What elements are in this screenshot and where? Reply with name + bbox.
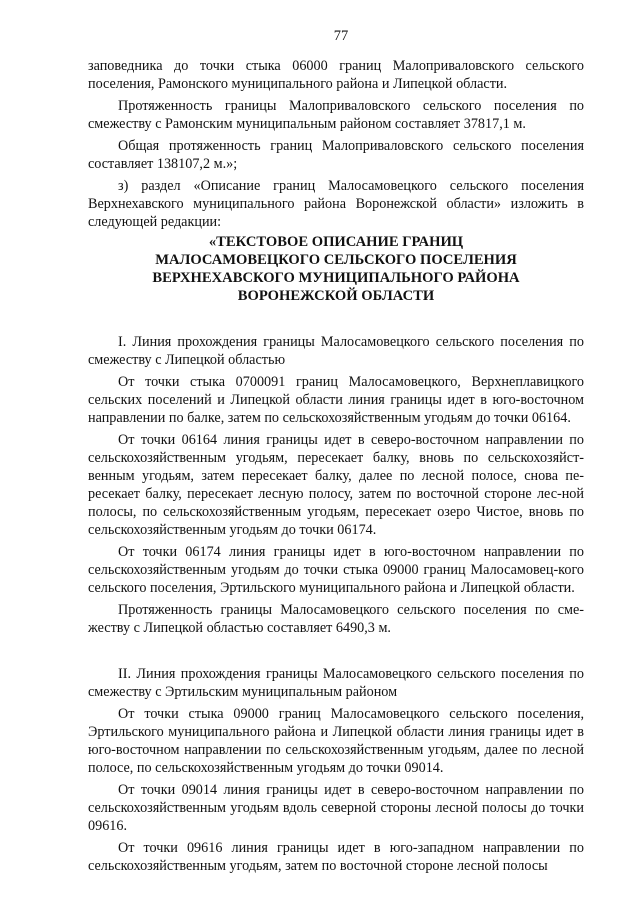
document-title bbox=[88, 233, 584, 305]
section-2 bbox=[88, 665, 584, 875]
section-1 bbox=[88, 333, 584, 637]
section-1-paragraph: От точки 06174 линия границы идет в юго-восточном направлении по сельскохозяйственным угодьям до точки стыка 09000 границ Малосамовец-кого сельского поселения, Эртильского муниципального района и Липецкой области. bbox=[88, 544, 584, 596]
section-1-paragraph: От точки 06164 линия границы идет в северо-восточном направлении по сельскохозяйственным угодьям, пересекает балку, вновь по сельскохозяйст-венным угодьям, затем пересекает балку, далее по лесной полосе, снова пе-ресекает балку, пересекает лесную полосу, затем по восточной стороне лес-ной полосы, по сельскохозяйственным угодьям, пересекает озеро Чистое, вновь по сельскохозяйственным угодьям до точки 06174. bbox=[88, 432, 584, 538]
section-1-paragraph: Протяженность границы Малосамовецкого сельского поселения по сме-жеству с Липецкой областью составляет 6490,3 м. bbox=[88, 602, 584, 636]
intro-block bbox=[88, 57, 584, 231]
title-line-3: ВЕРХНЕХАВСКОГО МУНИЦИПАЛЬНОГО РАЙОНА bbox=[152, 270, 520, 286]
section-2-paragraph: От точки стыка 09000 границ Малосамовецкого сельского поселения, Эртильского муниципального района и Липецкой области линия границы идет в юго-восточном направлении по сельскохозяйственным угодьям, далее по лесной полосе, по сельскохозяйственным угодьям до точки 09014. bbox=[88, 706, 584, 776]
page-number: 77 bbox=[333, 28, 349, 44]
paragraph-total-length: Общая протяженность границ Малоприваловского сельского поселения составляет 138107,2 м.»; bbox=[88, 138, 584, 172]
paragraph-continuation: заповедника до точки стыка 06000 границ Малоприваловского сельского поселения, Рамонского муниципального района и Липецкой области. bbox=[88, 58, 584, 92]
section-2-paragraph: От точки 09616 линия границы идет в юго-западном направлении по сельскохозяйственным угодьям, затем по восточной стороне лесной полосы bbox=[88, 840, 584, 874]
spacer bbox=[88, 305, 584, 333]
paragraph-boundary-length: Протяженность границы Малоприваловского сельского поселения по смежеству с Рамонским муниципальным районом составляет 37817,1 м. bbox=[88, 98, 584, 132]
section-2-paragraph: От точки 09014 линия границы идет в северо-восточном направлении по сельскохозяйственным угодьям вдоль северной стороны лесной полосы до точки 09616. bbox=[88, 782, 584, 834]
title-line-1: «ТЕКСТОВОЕ ОПИСАНИЕ ГРАНИЦ bbox=[208, 234, 464, 250]
section-1-paragraph: От точки стыка 0700091 границ Малосамовецкого, Верхнеплавицкого сельских поселений и Липецкой области линия границы идет в юго-восточном направлении по балке, затем по сельскохозяйственным угодьям до точки 06164. bbox=[88, 374, 584, 426]
spacer bbox=[88, 637, 584, 665]
title-line-4: ВОРОНЕЖСКОЙ ОБЛАСТИ bbox=[237, 288, 435, 304]
title-line-2: МАЛОСАМОВЕЦКОГО СЕЛЬСКОГО ПОСЕЛЕНИЯ bbox=[155, 252, 517, 268]
section-2-heading: II. Линия прохождения границы Малосамовецкого сельского поселения по смежеству с Эртильским муниципальным районом bbox=[88, 666, 584, 700]
section-1-heading: I. Линия прохождения границы Малосамовецкого сельского поселения по смежеству с Липецкой областью bbox=[88, 334, 584, 368]
paragraph-section-z: з) раздел «Описание границ Малосамовецкого сельского поселения Верхнехавского муниципального района Воронежской области» изложить в следующей редакции: bbox=[88, 178, 584, 230]
